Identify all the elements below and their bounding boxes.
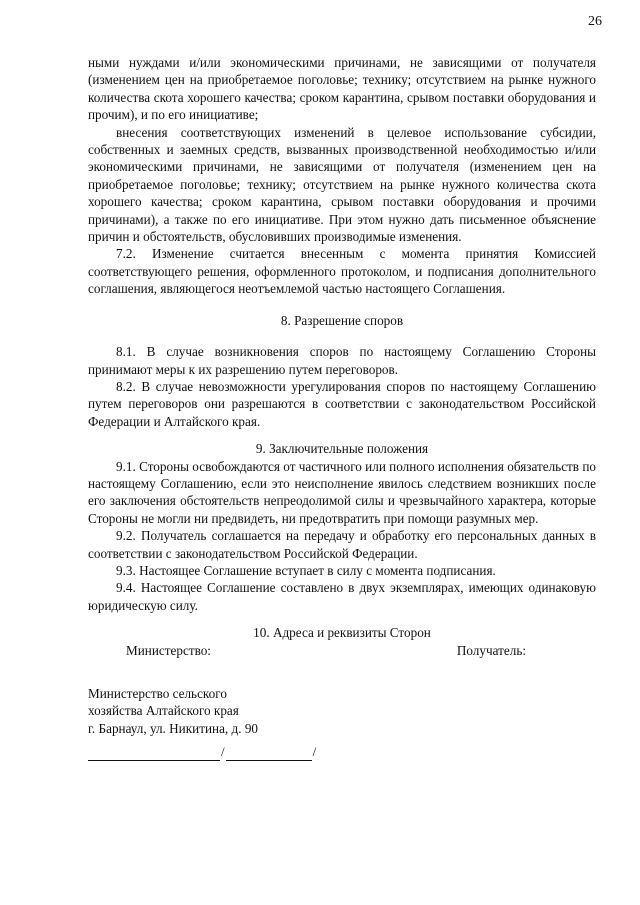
- paragraph-9-2: 9.2. Получатель соглашается на передачу и обработку его персональных данных в соответствии с законодательством Российской Федерации.: [88, 528, 596, 561]
- section-heading-9: 9. Заключительные положения: [255, 441, 429, 457]
- section-heading-8: 8. Разрешение споров: [280, 312, 404, 328]
- signature-slash-2: /: [312, 744, 317, 760]
- ministry-label: Министерство:: [126, 642, 211, 658]
- parties-labels: [88, 642, 596, 659]
- signature-line: [88, 743, 596, 760]
- paragraph-8-2: 8.2. В случае невозможности урегулирования споров по настоящему Соглашению путем переговоров они разрешаются в соответствии с законодательством Российской Федерации и Алтайского края.: [88, 378, 596, 429]
- signature-slash-1: /: [221, 744, 225, 760]
- document-body: [88, 54, 596, 761]
- ministry-requisites: [88, 685, 596, 761]
- page-number: 26: [588, 14, 602, 29]
- paragraph-7-1-continued: ными нуждами и/или экономическими причинами, не зависящими от получателя (изменением цен на приобретаемое поголовье; технику; отсутствием на рынке нужного количества скота хорошего качества; сроком карантина, срывом поставки оборудования и прочим), и по его инициативе;: [88, 55, 596, 123]
- paragraph-9-3: 9.3. Настоящее Соглашение вступает в силу с момента подписания.: [116, 562, 496, 578]
- paragraph-9-1: 9.1. Стороны освобождаются от частичного или полного исполнения обязательств по настоящему Соглашению, если это неисполнение явилось следствием возникших после его заключения обстоятельств непреодолимой силы и чрезвычайного характера, которые Стороны не могли ни предвидеть, ни предотвратить при помощи разумных мер.: [88, 458, 596, 526]
- signature-blank: [88, 747, 220, 761]
- name-blank: [226, 747, 312, 761]
- paragraph-7-2: 7.2. Изменение считается внесенным с момента принятия Комиссией соответствующего решения, оформленного протоколом, и подписания дополнительного соглашения, являющегося неотъемлемой частью настоящего Соглашения.: [88, 246, 596, 297]
- paragraph-8-1: 8.1. В случае возникновения споров по настоящему Соглашению Стороны принимают меры к их разрешению путем переговоров.: [88, 344, 596, 377]
- ministry-address: г. Барнаул, ул. Никитина, д. 90: [88, 720, 259, 736]
- paragraph-9-4: 9.4. Настоящее Соглашение составлено в двух экземплярах, имеющих одинаковую юридическую силу.: [88, 580, 596, 613]
- paragraph-7-1-subitem: внесения соответствующих изменений в целевое использование субсидии, собственных и заемных средств, вызванных производственной необходимостью и/или экономическими причинами, не зависящими от получателя (изменением цен на приобретаемое поголовье; технику; отсутствием на рынке нужного количества скота хорошего качества; сроком карантина, срывом поставки оборудования и прочими причинами), а также по его инициативе. При этом нужно дать письменное объяснение причин и обстоятельств, обусловивших производимые изменения.: [88, 124, 596, 245]
- ministry-name-line2: хозяйства Алтайского края: [88, 703, 239, 719]
- section-heading-10: 10. Адреса и реквизиты Сторон: [253, 625, 431, 641]
- recipient-label: Получатель:: [456, 642, 526, 658]
- ministry-name-line1: Министерство сельского: [88, 686, 227, 701]
